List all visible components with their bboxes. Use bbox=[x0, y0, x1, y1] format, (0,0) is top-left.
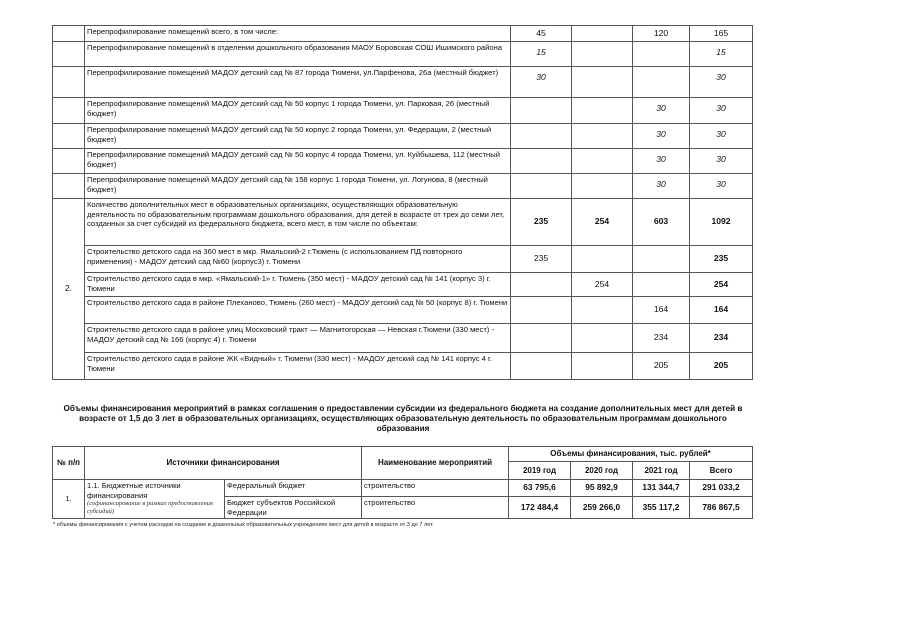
row-name: Перепрофилирование помещений МАДОУ детский сад № 87 города Тюмени, ул.Парфенова, 26а (местный бюджет) bbox=[85, 67, 511, 98]
value-cell: 603 bbox=[633, 199, 690, 246]
value-cell bbox=[633, 42, 690, 67]
total-cell: 164 bbox=[690, 297, 753, 324]
value-cell: 30 bbox=[633, 124, 690, 149]
row-name: Строительство детского сада на 360 мест в мкр. Ямальский-2 г.Тюмень (с использованием ПД повторного применения) - МАДОУ детский сад №60 (корпус3) г. Тюмени bbox=[85, 246, 511, 273]
value-cell: 172 484,4 bbox=[509, 497, 571, 519]
total-cell: 786 867,5 bbox=[690, 497, 753, 519]
value-cell: 63 795,6 bbox=[509, 480, 571, 497]
row-index: 1. bbox=[53, 480, 85, 519]
row-name: Строительство детского сада в районе улиц Московский тракт — Магнитогорская — Невская г.Тюмени (330 мест) - МАДОУ детский сад № 166 (корпус 4) г. Тюмени bbox=[85, 324, 511, 353]
source-regional: Бюджет субъектов Российской Федерации bbox=[225, 497, 362, 519]
row-name: Перепрофилирование помещений МАДОУ детский сад № 50 корпус 4 города Тюмени, ул. Куйбышева, 112 (местный бюджет) bbox=[85, 149, 511, 174]
row-index-cell bbox=[53, 98, 85, 124]
row-name: Перепрофилирование помещений всего, в том числе: bbox=[85, 26, 511, 42]
total-cell: 30 bbox=[690, 174, 753, 199]
value-cell bbox=[633, 246, 690, 273]
places-table bbox=[52, 25, 753, 380]
value-cell: 131 344,7 bbox=[633, 480, 690, 497]
header-2020: 2020 год bbox=[571, 462, 633, 480]
value-cell: 164 bbox=[633, 297, 690, 324]
value-cell: 30 bbox=[511, 67, 572, 98]
value-cell: 15 bbox=[511, 42, 572, 67]
total-cell: 291 033,2 bbox=[690, 480, 753, 497]
budget-group-label: 1.1. Бюджетные источники финансирования bbox=[87, 481, 181, 500]
table-row bbox=[53, 124, 753, 149]
row-name: Перепрофилирование помещений в отделении дошкольного образования МАОУ Боровская СОШ Ишимского района bbox=[85, 42, 511, 67]
value-cell bbox=[511, 353, 572, 380]
total-cell: 30 bbox=[690, 124, 753, 149]
table-row bbox=[53, 42, 753, 67]
value-cell: 95 892,9 bbox=[571, 480, 633, 497]
value-cell: 120 bbox=[633, 26, 690, 42]
header-2021: 2021 год bbox=[633, 462, 690, 480]
total-cell: 234 bbox=[690, 324, 753, 353]
table-row bbox=[53, 297, 753, 324]
value-cell bbox=[572, 246, 633, 273]
table-row bbox=[53, 199, 753, 246]
value-cell: 355 117,2 bbox=[633, 497, 690, 519]
value-cell: 235 bbox=[511, 199, 572, 246]
value-cell bbox=[633, 273, 690, 297]
value-cell bbox=[511, 273, 572, 297]
value-cell bbox=[572, 149, 633, 174]
value-cell bbox=[572, 353, 633, 380]
value-cell bbox=[572, 42, 633, 67]
footnote: * объемы финансирования с учетом расходов на создание в дошкольных образовательных учреждениях мест для детей в возрасте от 3 до 7 лет. bbox=[53, 522, 434, 528]
financing-table bbox=[52, 446, 753, 519]
value-cell bbox=[572, 297, 633, 324]
event-cell: строительство bbox=[362, 497, 509, 519]
row-name: Перепрофилирование помещений МАДОУ детский сад № 158 корпус 1 города Тюмени, ул. Логунова, 8 (местный бюджет) bbox=[85, 174, 511, 199]
table-row bbox=[53, 98, 753, 124]
value-cell bbox=[572, 324, 633, 353]
value-cell: 30 bbox=[633, 174, 690, 199]
value-cell: 234 bbox=[633, 324, 690, 353]
total-cell: 30 bbox=[690, 149, 753, 174]
value-cell: 30 bbox=[633, 98, 690, 124]
row-name: Перепрофилирование помещений МАДОУ детский сад № 50 корпус 1 города Тюмени, ул. Парковая, 26 (местный бюджет) bbox=[85, 98, 511, 124]
row-name: Перепрофилирование помещений МАДОУ детский сад № 50 корпус 2 города Тюмени, ул. Федерации, 2 (местный бюджет) bbox=[85, 124, 511, 149]
value-cell bbox=[572, 67, 633, 98]
row-index-cell bbox=[53, 26, 85, 42]
row-index-cell bbox=[53, 174, 85, 199]
value-cell bbox=[511, 297, 572, 324]
value-cell bbox=[572, 124, 633, 149]
table-row bbox=[53, 67, 753, 98]
table-row bbox=[53, 26, 753, 42]
value-cell: 30 bbox=[633, 149, 690, 174]
row-name: Строительство детского сада в мкр. «Ямальский-1» г. Тюмень (350 мест) - МАДОУ детский сад № 141 (корпус 3) г. Тюмени bbox=[85, 273, 511, 297]
section-index: 2. bbox=[53, 199, 85, 380]
row-name: Строительство детского сада в районе Плеханово, Тюмень (260 мест) - МАДОУ детский сад № 50 (корпус 8) г. Тюмени bbox=[85, 297, 511, 324]
value-cell bbox=[511, 149, 572, 174]
value-cell: 205 bbox=[633, 353, 690, 380]
row-name: Строительство детского сада в районе ЖК «Видный» г. Тюмени (330 мест) - МАДОУ детский сад № 141 корпус 4 г. Тюмени bbox=[85, 353, 511, 380]
value-cell: 254 bbox=[572, 199, 633, 246]
table-row bbox=[53, 174, 753, 199]
table-row bbox=[53, 246, 753, 273]
total-cell: 1092 bbox=[690, 199, 753, 246]
row-name: Количество дополнительных мест в образовательных организациях, осуществляющих образовательную деятельность по образовательным программам дошкольного образования, для детей в возрасте от трех до семи лет, созданных за счет субсидий из федерального бюджета, всего мест, в том числе по объектам: bbox=[85, 199, 511, 246]
row-index-cell bbox=[53, 67, 85, 98]
total-cell: 165 bbox=[690, 26, 753, 42]
value-cell bbox=[633, 67, 690, 98]
total-cell: 30 bbox=[690, 98, 753, 124]
header-num: № п/п bbox=[53, 447, 85, 480]
value-cell bbox=[511, 324, 572, 353]
value-cell bbox=[511, 174, 572, 199]
header-total: Всего bbox=[690, 462, 753, 480]
value-cell bbox=[511, 124, 572, 149]
header-volumes: Объемы финансирования, тыс. рублей* bbox=[509, 447, 753, 462]
table-row bbox=[53, 353, 753, 380]
budget-group-note: (софинансирование в рамках предоставления субсидий) bbox=[87, 500, 213, 515]
total-cell: 15 bbox=[690, 42, 753, 67]
value-cell: 235 bbox=[511, 246, 572, 273]
value-cell: 45 bbox=[511, 26, 572, 42]
header-event: Наименование мероприятий bbox=[362, 447, 509, 480]
header-2019: 2019 год bbox=[509, 462, 571, 480]
header-sources: Источники финансирования bbox=[85, 447, 362, 480]
value-cell bbox=[511, 98, 572, 124]
value-cell bbox=[572, 174, 633, 199]
total-cell: 254 bbox=[690, 273, 753, 297]
source-federal: Федеральный бюджет bbox=[225, 480, 362, 497]
total-cell: 30 bbox=[690, 67, 753, 98]
financing-title: Объемы финансирования мероприятий в рамках соглашения о предоставлении субсидии из федерального бюджета на создание дополнительных мест для детей в возрасте от 1,5 до 3 лет в образовательных организациях, осуществляющих образовательную деятельность по образовательным программам дошкольного образования bbox=[63, 404, 743, 433]
row-index-cell bbox=[53, 124, 85, 149]
value-cell: 259 266,0 bbox=[571, 497, 633, 519]
total-cell: 205 bbox=[690, 353, 753, 380]
total-cell: 235 bbox=[690, 246, 753, 273]
value-cell bbox=[572, 98, 633, 124]
table-row bbox=[53, 149, 753, 174]
event-cell: строительство bbox=[362, 480, 509, 497]
budget-group-cell bbox=[85, 480, 225, 519]
value-cell bbox=[572, 26, 633, 42]
table-row bbox=[53, 273, 753, 297]
value-cell: 254 bbox=[572, 273, 633, 297]
row-index-cell bbox=[53, 42, 85, 67]
table-row bbox=[53, 324, 753, 353]
row-index-cell bbox=[53, 149, 85, 174]
